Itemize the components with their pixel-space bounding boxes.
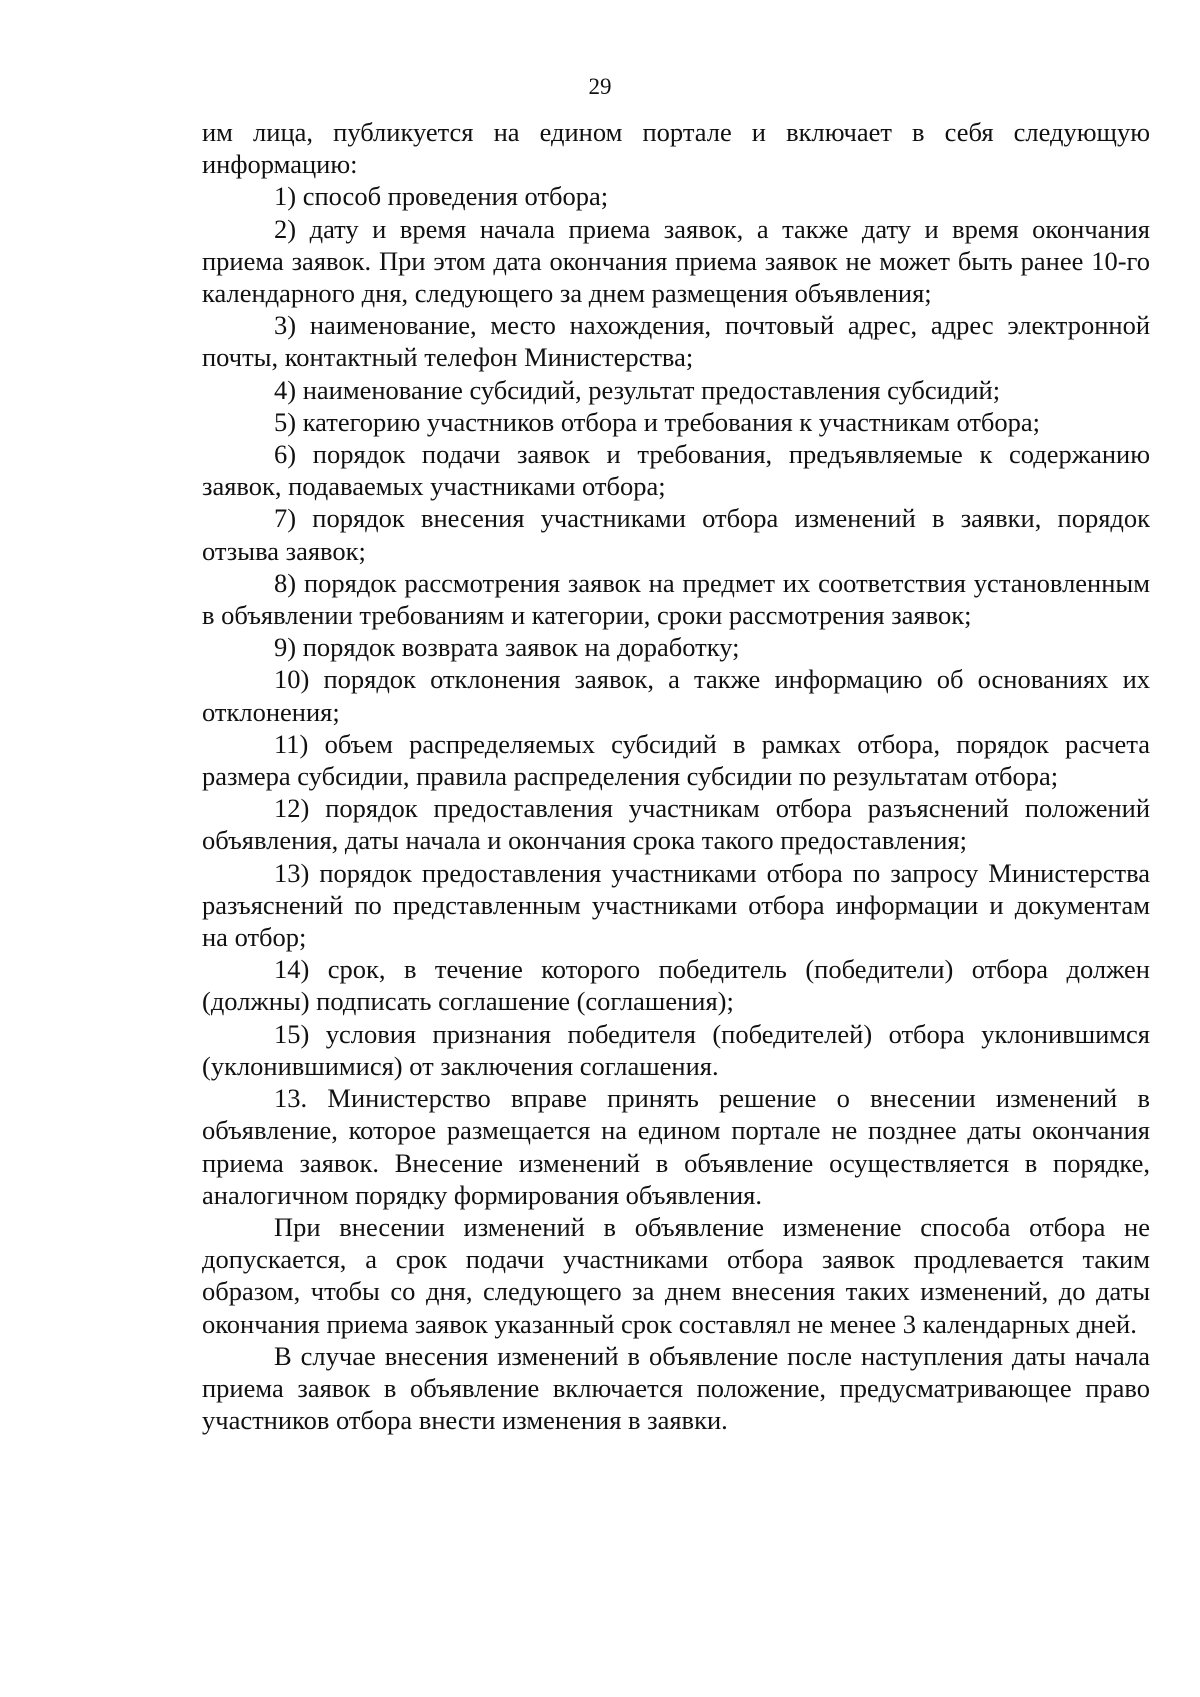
paragraph: 14) срок, в течение которого победитель (победители) отбора должен (должны) подписать соглашение (соглашения); bbox=[202, 954, 1150, 1017]
paragraph: 1) способ проведения отбора; bbox=[274, 181, 609, 212]
paragraph: 3) наименование, место нахождения, почтовый адрес, адрес электронной почты, контактный телефон Министерства; bbox=[202, 310, 1150, 373]
paragraph: 9) порядок возврата заявок на доработку; bbox=[274, 632, 740, 663]
paragraph: 5) категорию участников отбора и требования к участникам отбора; bbox=[274, 406, 1041, 437]
paragraph: 15) условия признания победителя (победителей) отбора уклонившимся (уклонившимися) от заключения соглашения. bbox=[202, 1018, 1150, 1081]
paragraph: При внесении изменений в объявление изменение способа отбора не допускается, а срок подачи участниками отбора заявок продлевается таким образом, чтобы со дня, следующего за днем внесения таких изменений, до даты окончания приема заявок указанный срок составлял не менее 3 календарных дней. bbox=[202, 1211, 1150, 1339]
page-number: 29 bbox=[588, 74, 612, 99]
paragraph: 10) порядок отклонения заявок, а также информацию об основаниях их отклонения; bbox=[202, 664, 1150, 727]
paragraph: им лица, публикуется на едином портале и включает в себя следующую информацию: bbox=[202, 117, 1150, 180]
paragraph: 12) порядок предоставления участникам отбора разъяснений положений объявления, даты начала и окончания срока такого предоставления; bbox=[202, 793, 1150, 856]
paragraph: 13) порядок предоставления участниками отбора по запросу Министерства разъяснений по представленным участниками отбора информации и документам на отбор; bbox=[202, 857, 1150, 953]
paragraph: 6) порядок подачи заявок и требования, предъявляемые к содержанию заявок, подаваемых участниками отбора; bbox=[202, 439, 1150, 502]
paragraph: 13. Министерство вправе принять решение о внесении изменений в объявление, которое размещается на едином портале не позднее даты окончания приема заявок. Внесение изменений в объявление осуществляется в порядке, аналогичном порядку формирования объявления. bbox=[202, 1083, 1150, 1210]
paragraph: 8) порядок рассмотрения заявок на предмет их соответствия установленным в объявлении требованиям и категории, сроки рассмотрения заявок; bbox=[202, 567, 1150, 631]
paragraph: 2) дату и время начала приема заявок, а также дату и время окончания приема заявок. При этом дата окончания приема заявок не может быть ранее 10-го календарного дня, следующего за днем размещения объявления; bbox=[202, 213, 1150, 309]
paragraph: В случае внесения изменений в объявление после наступления даты начала приема заявок в объявление включается положение, предусматривающее право участников отбора внести изменения в заявки. bbox=[202, 1340, 1150, 1436]
document-body bbox=[202, 116, 1150, 1436]
paragraph: 7) порядок внесения участниками отбора изменений в заявки, порядок отзыва заявок; bbox=[202, 503, 1150, 566]
paragraph: 11) объем распределяемых субсидий в рамках отбора, порядок расчета размера субсидии, правила распределения субсидии по результатам отбора; bbox=[202, 728, 1150, 792]
paragraph: 4) наименование субсидий, результат предоставления субсидий; bbox=[274, 374, 1001, 405]
